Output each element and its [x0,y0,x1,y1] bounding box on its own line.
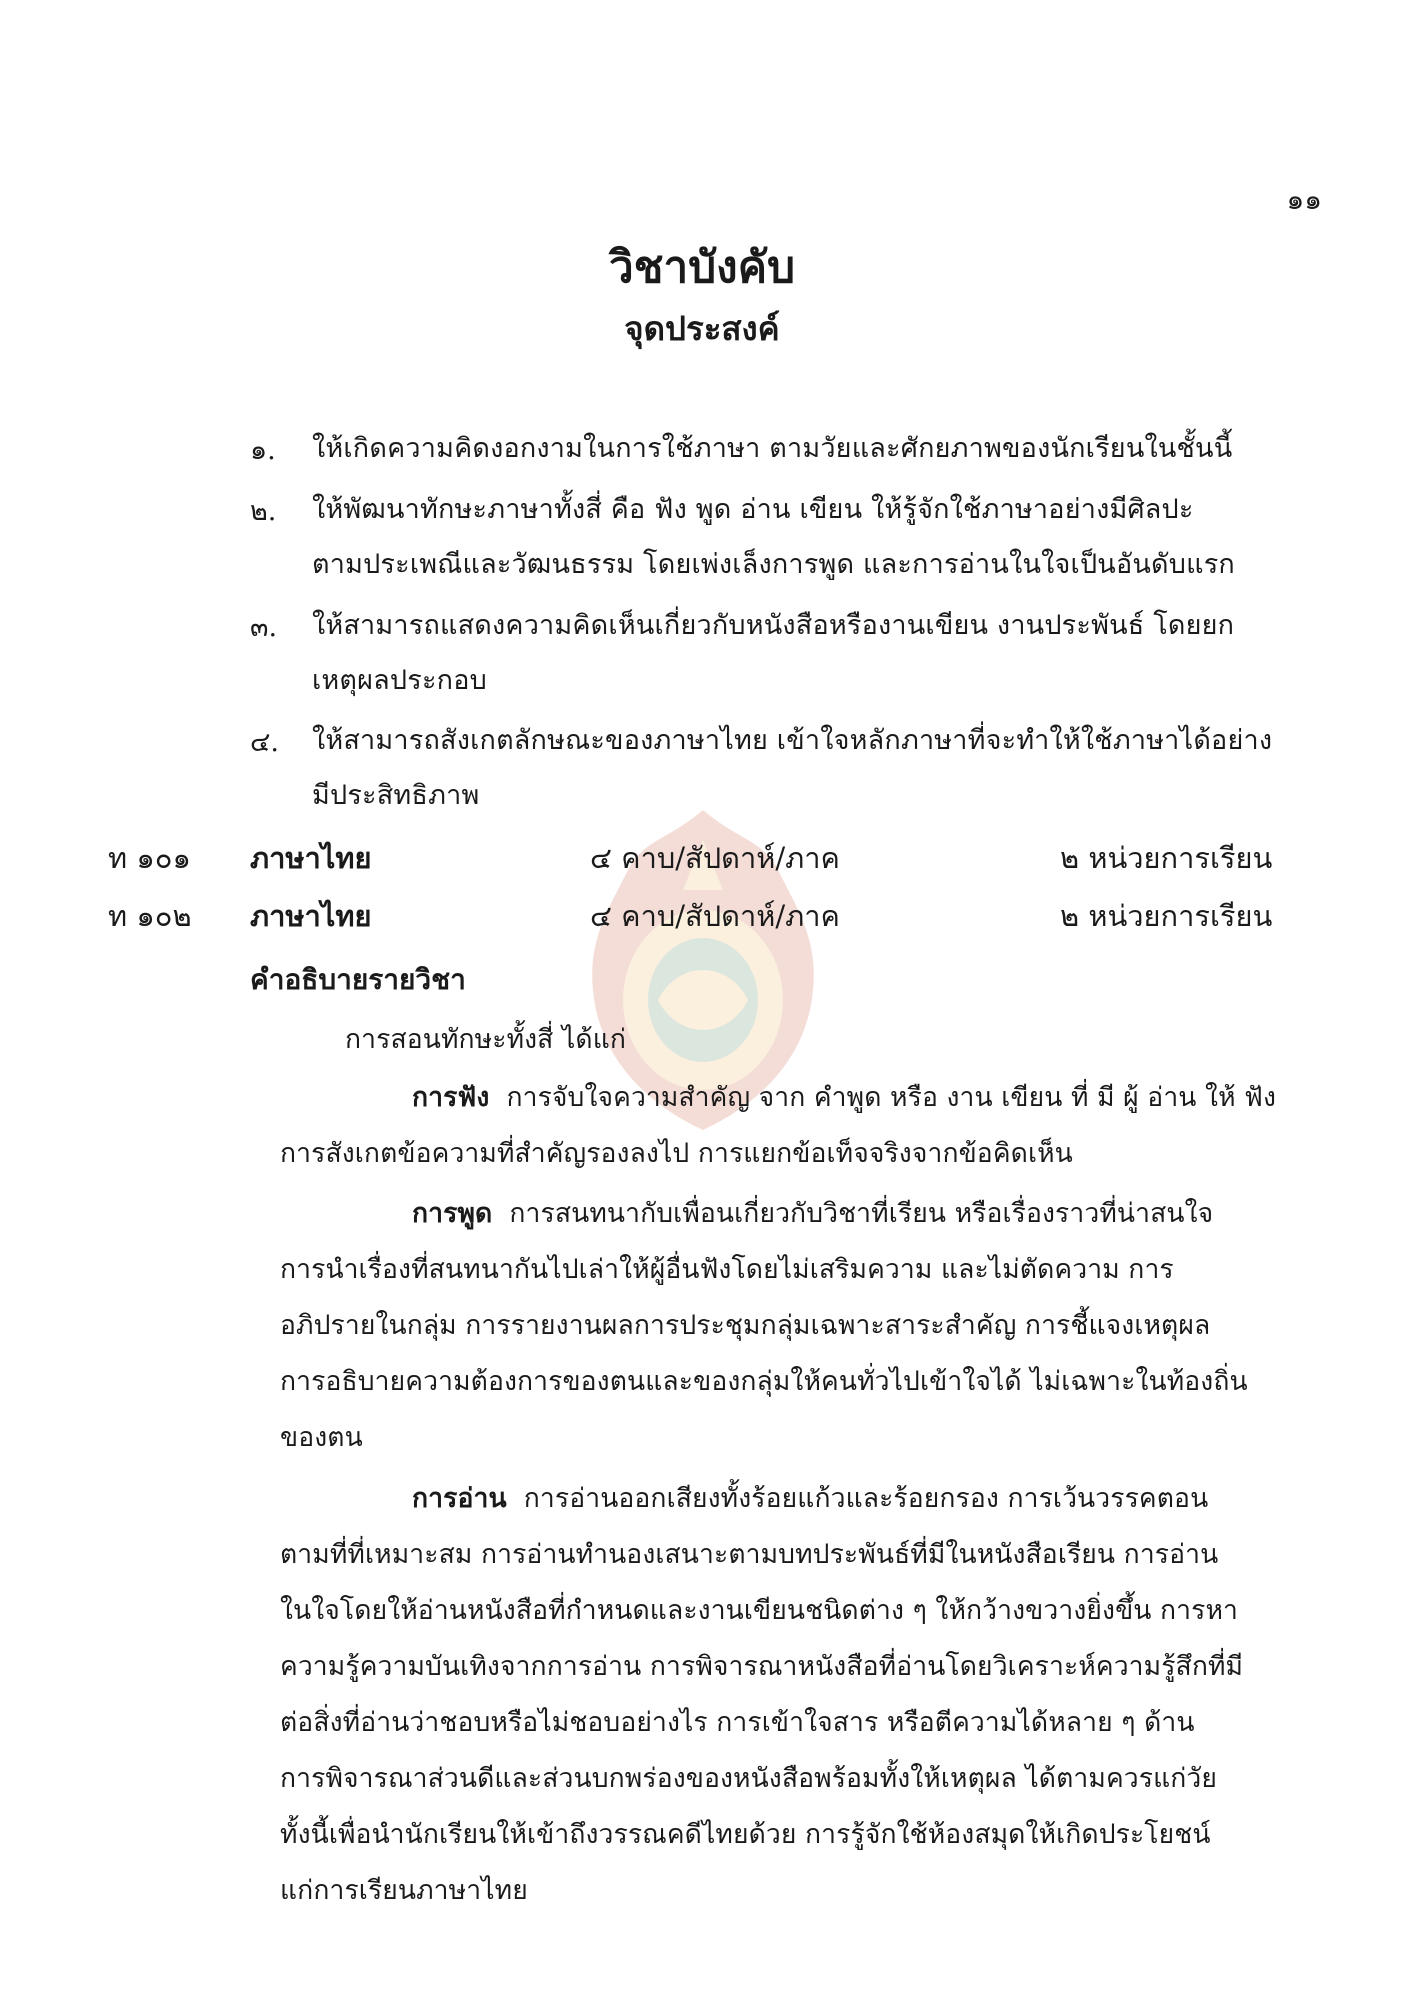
objective-line: ให้เกิดความคิดงอกงามในการใช้ภาษา ตามวัยและศักยภาพของนักเรียนในชั้นนี้ [312,433,1233,464]
course-code: ท ๑๐๒ [108,899,192,933]
objective-number: ๑. [250,435,276,466]
course-credits: ๒ หน่วยการเรียน [1060,899,1273,933]
course-code: ท ๑๐๑ [108,841,191,875]
section-text: การจับใจความสำคัญ จาก คำพูด หรือ งาน เขียน ที่ มี ผู้ อ่าน ให้ ฟัง [506,1082,1277,1113]
page-number: ๑๑ [1286,183,1322,216]
section-text: การอ่านออกเสียงทั้งร้อยแก้วและร้อยกรอง การเว้นวรรคตอน [523,1483,1209,1514]
section-listening-first-line [412,1076,1276,1118]
course-credits: ๒ หน่วยการเรียน [1060,841,1273,875]
course-name: ภาษาไทย [250,841,372,875]
objective-line: ให้สามารถสังเกตลักษณะของภาษาไทย เข้าใจหลักภาษาที่จะทำให้ใช้ภาษาได้อย่าง [312,725,1273,756]
objective-line: ให้พัฒนาทักษะภาษาทั้งสี่ คือ ฟัง พูด อ่าน เขียน ให้รู้จักใช้ภาษาอย่างมีศิลปะ [312,494,1194,525]
objective-number: ๓. [250,612,278,643]
section-line: ตามที่ที่เหมาะสม การอ่านทำนองเสนาะตามบทประพันธ์ที่มีในหนังสือเรียน การอ่าน [280,1539,1219,1570]
section-line: การนำเรื่องที่สนทนากันไปเล่าให้ผู้อื่นฟังโดยไม่เสริมความ และไม่ตัดความ การ [280,1254,1174,1285]
section-reading-first-line [412,1477,1208,1519]
section-label: การฟัง [412,1082,490,1113]
section-line: การพิจารณาส่วนดีและส่วนบกพร่องของหนังสือพร้อมทั้งให้เหตุผล ได้ตามควรแก่วัย [280,1763,1218,1794]
objective-number: ๔. [250,727,280,758]
section-label: การอ่าน [412,1483,507,1514]
objective-line: ตามประเพณีและวัฒนธรรม โดยเพ่งเล็งการพูด และการอ่านในใจเป็นอันดับแรก [312,549,1235,580]
section-line: ต่อสิ่งที่อ่านว่าชอบหรือไม่ชอบอย่างไร การเข้าใจสาร หรือตีความได้หลาย ๆ ด้าน [280,1707,1195,1738]
section-line: ทั้งนี้เพื่อนำนักเรียนให้เข้าถึงวรรณคดีไทยด้วย การรู้จักใช้ห้องสมุดให้เกิดประโยชน์ [280,1819,1211,1850]
description-intro: การสอนทักษะทั้งสี่ ได้แก่ [345,1024,627,1055]
objective-line: มีประสิทธิภาพ [312,780,480,811]
section-speaking-first-line [412,1192,1213,1234]
section-label: การพูด [412,1198,493,1229]
objective-line: ให้สามารถแสดงความคิดเห็นเกี่ยวกับหนังสือหรืองานเขียน งานประพันธ์ โดยยก [312,610,1235,641]
description-heading: คำอธิบายรายวิชา [250,963,466,996]
section-line: ในใจโดยให้อ่านหนังสือที่กำหนดและงานเขียนชนิดต่าง ๆ ให้กว้างขวางยิ่งขึ้น การหา [280,1595,1239,1626]
page-subtitle: จุดประสงค์ [624,309,780,348]
section-line: การสังเกตข้อความที่สำคัญรองลงไป การแยกข้อเท็จจริงจากข้อคิดเห็น [280,1138,1073,1169]
objective-number: ๒. [250,496,277,527]
course-periods: ๔ คาบ/สัปดาห์/ภาค [590,841,840,875]
course-periods: ๔ คาบ/สัปดาห์/ภาค [590,899,840,933]
section-line: แก่การเรียนภาษาไทย [280,1875,528,1906]
section-line: ความรู้ความบันเทิงจากการอ่าน การพิจารณาหนังสือที่อ่านโดยวิเคราะห์ความรู้สึกที่มี [280,1651,1244,1682]
page-title: วิชาบังคับ [608,242,796,293]
section-line: ของตน [280,1422,363,1453]
section-line: การอธิบายความต้องการของตนและของกลุ่มให้คนทั่วไปเข้าใจได้ ไม่เฉพาะในท้องถิ่น [280,1366,1248,1397]
course-name: ภาษาไทย [250,899,372,933]
section-line: อภิปรายในกลุ่ม การรายงานผลการประชุมกลุ่มเฉพาะสาระสำคัญ การชี้แจงเหตุผล [280,1310,1211,1341]
section-text: การสนทนากับเพื่อนเกี่ยวกับวิชาที่เรียน หรือเรื่องราวที่น่าสนใจ [509,1198,1214,1229]
objective-line: เหตุผลประกอบ [312,665,487,696]
